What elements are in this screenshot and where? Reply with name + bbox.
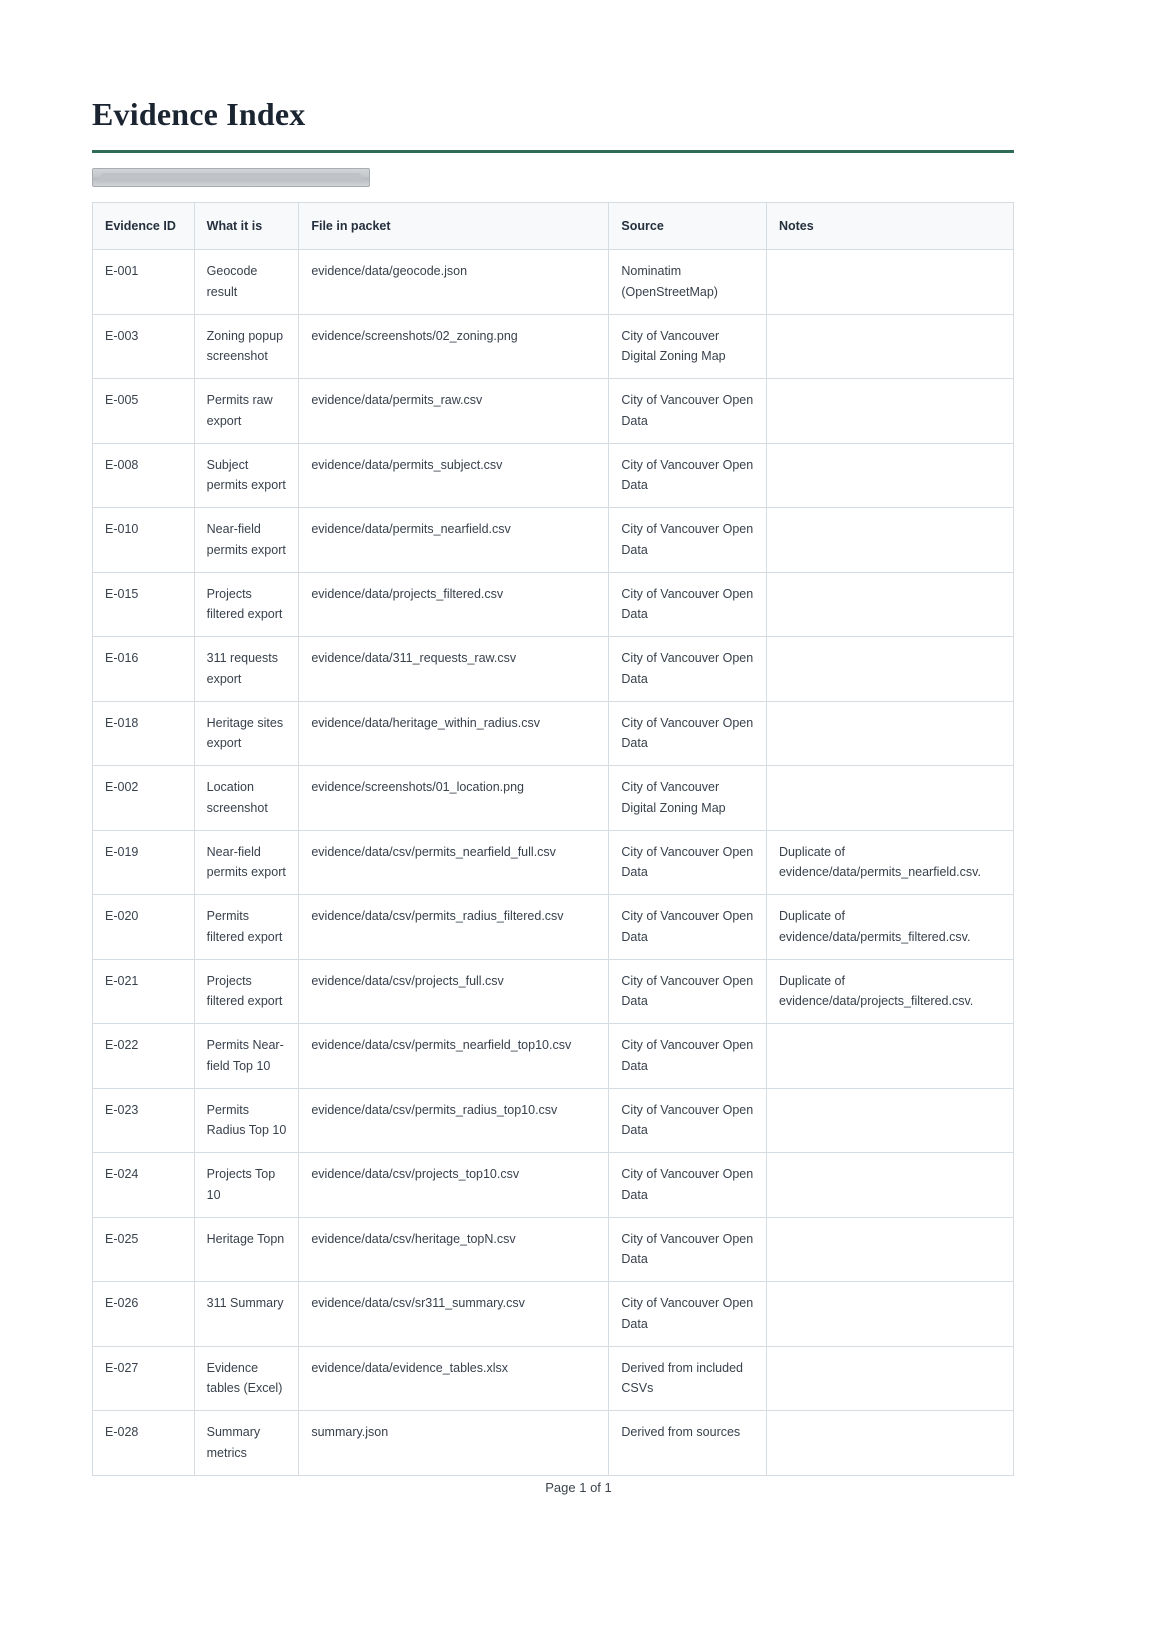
- table-row: [93, 830, 1014, 895]
- table-row: [93, 314, 1014, 379]
- cell-notes: [766, 1088, 1013, 1153]
- cell-file: evidence/data/evidence_tables.xlsx: [299, 1346, 609, 1411]
- cell-file: evidence/data/projects_filtered.csv: [299, 572, 609, 637]
- cell-source: Derived from included CSVs: [609, 1346, 767, 1411]
- cell-notes: [766, 1024, 1013, 1089]
- cell-notes: [766, 314, 1013, 379]
- cell-id: E-025: [93, 1217, 195, 1282]
- cell-source: City of Vancouver Open Data: [609, 1282, 767, 1347]
- cell-file: evidence/data/csv/heritage_topN.csv: [299, 1217, 609, 1282]
- cell-id: E-028: [93, 1411, 195, 1476]
- cell-source: City of Vancouver Open Data: [609, 1217, 767, 1282]
- cell-source: Nominatim (OpenStreetMap): [609, 250, 767, 315]
- cell-source: City of Vancouver Digital Zoning Map: [609, 314, 767, 379]
- cell-file: evidence/data/permits_subject.csv: [299, 443, 609, 508]
- cell-notes: [766, 250, 1013, 315]
- cell-what: Near-field permits export: [194, 508, 299, 573]
- table-row: [93, 895, 1014, 960]
- table-row: [93, 379, 1014, 444]
- cell-what: Projects filtered export: [194, 959, 299, 1024]
- cell-notes: Duplicate of evidence/data/permits_filtered.csv.: [766, 895, 1013, 960]
- cell-source: City of Vancouver Open Data: [609, 572, 767, 637]
- cell-id: E-010: [93, 508, 195, 573]
- cell-id: E-021: [93, 959, 195, 1024]
- cell-id: E-020: [93, 895, 195, 960]
- cell-what: Summary metrics: [194, 1411, 299, 1476]
- cell-id: E-019: [93, 830, 195, 895]
- cell-id: E-027: [93, 1346, 195, 1411]
- cell-id: E-022: [93, 1024, 195, 1089]
- redacted-placeholder-bar: [92, 168, 370, 187]
- cell-file: evidence/data/permits_nearfield.csv: [299, 508, 609, 573]
- table-row: [93, 637, 1014, 702]
- table-row: [93, 1024, 1014, 1089]
- column-header-notes: Notes: [766, 203, 1013, 250]
- cell-id: E-024: [93, 1153, 195, 1218]
- table-row: [93, 1217, 1014, 1282]
- cell-notes: Duplicate of evidence/data/permits_nearfield.csv.: [766, 830, 1013, 895]
- cell-file: evidence/data/csv/permits_nearfield_full.csv: [299, 830, 609, 895]
- cell-file: evidence/data/csv/permits_radius_filtered.csv: [299, 895, 609, 960]
- cell-file: evidence/screenshots/02_zoning.png: [299, 314, 609, 379]
- table-row: [93, 1088, 1014, 1153]
- table-row: [93, 250, 1014, 315]
- cell-id: E-023: [93, 1088, 195, 1153]
- cell-notes: Duplicate of evidence/data/projects_filtered.csv.: [766, 959, 1013, 1024]
- table-row: [93, 443, 1014, 508]
- cell-what: Projects filtered export: [194, 572, 299, 637]
- cell-id: E-003: [93, 314, 195, 379]
- cell-id: E-008: [93, 443, 195, 508]
- cell-notes: [766, 1346, 1013, 1411]
- cell-what: Evidence tables (Excel): [194, 1346, 299, 1411]
- cell-id: E-018: [93, 701, 195, 766]
- cell-what: Zoning popup screenshot: [194, 314, 299, 379]
- cell-file: evidence/data/heritage_within_radius.csv: [299, 701, 609, 766]
- table-header-row: [93, 203, 1014, 250]
- cell-what: Permits Radius Top 10: [194, 1088, 299, 1153]
- cell-file: evidence/data/csv/projects_top10.csv: [299, 1153, 609, 1218]
- cell-notes: [766, 1411, 1013, 1476]
- table-row: [93, 1153, 1014, 1218]
- cell-id: E-015: [93, 572, 195, 637]
- cell-notes: [766, 1217, 1013, 1282]
- cell-source: Derived from sources: [609, 1411, 767, 1476]
- cell-source: City of Vancouver Open Data: [609, 895, 767, 960]
- title-divider: [92, 150, 1014, 153]
- cell-what: Geocode result: [194, 250, 299, 315]
- table-header: [93, 203, 1014, 250]
- table-row: [93, 1411, 1014, 1476]
- cell-notes: [766, 1153, 1013, 1218]
- cell-what: Near-field permits export: [194, 830, 299, 895]
- cell-id: E-002: [93, 766, 195, 831]
- cell-file: evidence/data/csv/projects_full.csv: [299, 959, 609, 1024]
- cell-what: Permits filtered export: [194, 895, 299, 960]
- cell-what: Heritage sites export: [194, 701, 299, 766]
- cell-source: City of Vancouver Open Data: [609, 959, 767, 1024]
- cell-notes: [766, 508, 1013, 573]
- table-row: [93, 701, 1014, 766]
- column-header-file-in-packet: File in packet: [299, 203, 609, 250]
- cell-file: evidence/data/csv/permits_nearfield_top10.csv: [299, 1024, 609, 1089]
- cell-notes: [766, 443, 1013, 508]
- cell-source: City of Vancouver Open Data: [609, 1024, 767, 1089]
- cell-id: E-016: [93, 637, 195, 702]
- cell-file: evidence/data/csv/permits_radius_top10.csv: [299, 1088, 609, 1153]
- page-footer: Page 1 of 1: [545, 1480, 612, 1495]
- cell-source: City of Vancouver Open Data: [609, 443, 767, 508]
- cell-notes: [766, 1282, 1013, 1347]
- cell-id: E-005: [93, 379, 195, 444]
- cell-file: evidence/data/geocode.json: [299, 250, 609, 315]
- cell-what: Heritage Topn: [194, 1217, 299, 1282]
- table-row: [93, 959, 1014, 1024]
- table-row: [93, 1346, 1014, 1411]
- column-header-what-it-is: What it is: [194, 203, 299, 250]
- cell-file: summary.json: [299, 1411, 609, 1476]
- cell-file: evidence/screenshots/01_location.png: [299, 766, 609, 831]
- cell-notes: [766, 379, 1013, 444]
- cell-what: Subject permits export: [194, 443, 299, 508]
- column-header-source: Source: [609, 203, 767, 250]
- cell-what: Location screenshot: [194, 766, 299, 831]
- cell-source: City of Vancouver Open Data: [609, 701, 767, 766]
- cell-what: 311 Summary: [194, 1282, 299, 1347]
- cell-source: City of Vancouver Open Data: [609, 1088, 767, 1153]
- page-title: Evidence Index: [92, 96, 306, 132]
- cell-source: City of Vancouver Open Data: [609, 1153, 767, 1218]
- table-row: [93, 1282, 1014, 1347]
- cell-notes: [766, 572, 1013, 637]
- table-row: [93, 766, 1014, 831]
- cell-source: City of Vancouver Digital Zoning Map: [609, 766, 767, 831]
- cell-what: Permits Near-field Top 10: [194, 1024, 299, 1089]
- cell-what: Projects Top 10: [194, 1153, 299, 1218]
- cell-notes: [766, 766, 1013, 831]
- cell-notes: [766, 637, 1013, 702]
- cell-id: E-001: [93, 250, 195, 315]
- table-body: [93, 250, 1014, 1476]
- cell-file: evidence/data/311_requests_raw.csv: [299, 637, 609, 702]
- table-row: [93, 508, 1014, 573]
- cell-source: City of Vancouver Open Data: [609, 830, 767, 895]
- column-header-evidence-id: Evidence ID: [93, 203, 195, 250]
- table-row: [93, 572, 1014, 637]
- cell-id: E-026: [93, 1282, 195, 1347]
- cell-source: City of Vancouver Open Data: [609, 379, 767, 444]
- cell-source: City of Vancouver Open Data: [609, 637, 767, 702]
- cell-notes: [766, 701, 1013, 766]
- cell-what: 311 requests export: [194, 637, 299, 702]
- evidence-index-table: [92, 202, 1014, 1476]
- cell-file: evidence/data/permits_raw.csv: [299, 379, 609, 444]
- cell-source: City of Vancouver Open Data: [609, 508, 767, 573]
- cell-file: evidence/data/csv/sr311_summary.csv: [299, 1282, 609, 1347]
- cell-what: Permits raw export: [194, 379, 299, 444]
